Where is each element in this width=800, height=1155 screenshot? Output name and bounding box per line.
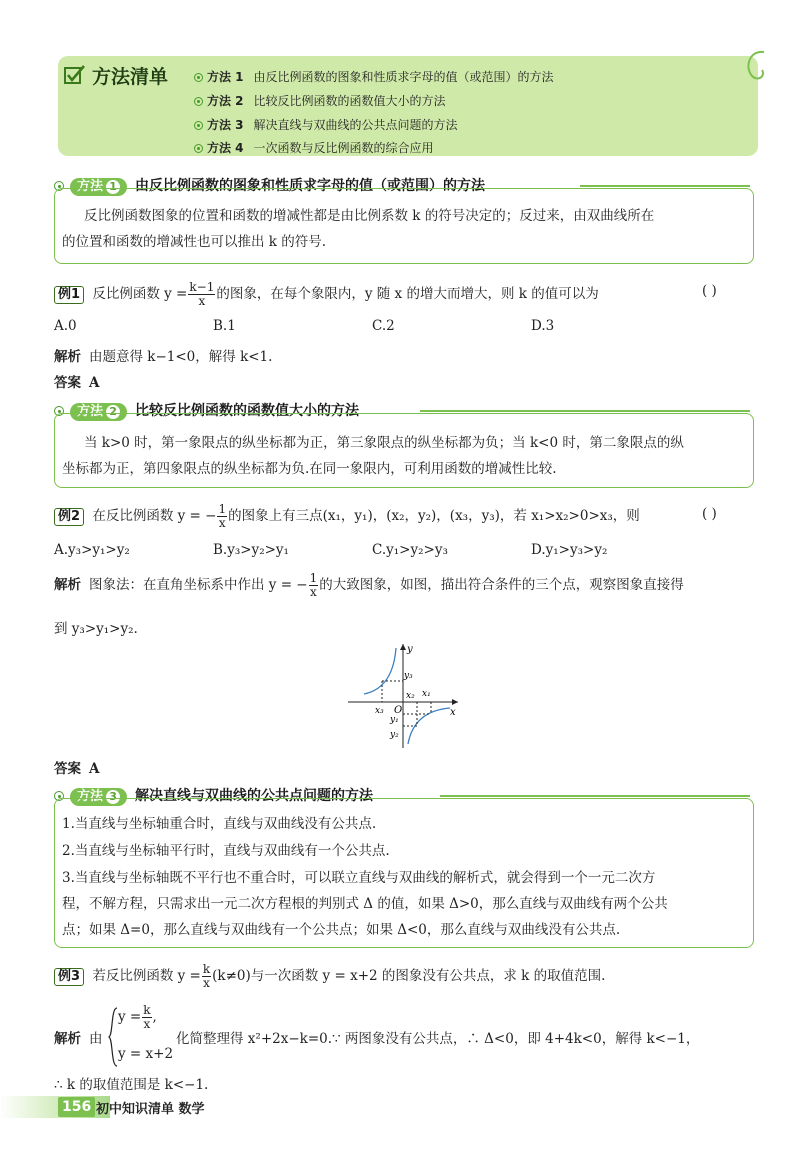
brace-icon — [108, 1007, 118, 1067]
method-3-line-3: 3.当直线与坐标轴既不平行也不重合时，可以联立直线与双曲线的解析式，就会得到一个一元二次方 — [62, 870, 656, 886]
method-2-text-line2: 坐标都为正，第四象限点的纵坐标都为负.在同一象限内，可利用函数的增减性比较. — [62, 461, 557, 477]
svg-text:O: O — [394, 705, 403, 716]
banner-method-1: 方法 1 由反比例函数的图象和性质求字母的值（或范围）的方法 — [194, 68, 554, 85]
method-3-line-5: 点；如果 Δ=0，那么直线与双曲线有一个公共点；如果 Δ<0，那么直线与双曲线没有公共点. — [62, 922, 621, 938]
method-pill: 方法 3 — [70, 788, 127, 806]
option-a: A.0 — [54, 318, 77, 334]
svg-text:x₂: x₂ — [406, 691, 415, 701]
method-pill: 方法 2 — [70, 403, 127, 421]
answer-paren: ( ) — [702, 506, 717, 522]
system-eq-1: y = $\frac{k}{x}$ , — [118, 1003, 157, 1031]
option-b: B.1 — [213, 318, 236, 334]
option-c: C.2 — [372, 318, 395, 334]
bullet-icon — [194, 73, 203, 82]
divider — [580, 185, 750, 187]
system-eq-2: y = x+2 — [118, 1046, 174, 1062]
hyperbola-graph — [340, 640, 470, 750]
svg-text:x₃: x₃ — [375, 706, 384, 716]
method-3-heading: 方法 3 解决直线与双曲线的公共点问题的方法 — [54, 785, 373, 805]
method-1-text-line1: 反比例函数图象的位置和函数的增减性都是由比例系数 k 的符号决定的；反过来，由双曲线所在 — [84, 208, 655, 224]
method-1-heading: 方法 1 由反比例函数的图象和性质求字母的值（或范围）的方法 — [54, 175, 485, 195]
svg-text:x₁: x₁ — [422, 689, 431, 699]
example-1-analysis: 解析 由题意得 k−1<0，解得 k<1. — [54, 349, 273, 365]
bullet-icon — [194, 97, 203, 106]
example-3-analysis-label: 解析 由 — [54, 1031, 103, 1047]
example-3-question: 例3 若反比例函数 y = $\frac{k}{x}$ (k≠0)与一次函数 y = x+2 的图象没有公共点，求 k 的取值范围. — [54, 963, 605, 990]
method-pill: 方法 1 — [70, 178, 127, 196]
example-1-answer: 答案 A — [54, 375, 100, 391]
divider — [440, 795, 750, 797]
example-tag: 例2 — [54, 508, 84, 526]
svg-text:y₂: y₂ — [390, 730, 399, 740]
svg-text:y: y — [407, 644, 413, 655]
answer-paren: ( ) — [702, 283, 717, 299]
banner-method-4: 方法 4 一次函数与反比例函数的综合应用 — [194, 139, 434, 156]
banner-method-2: 方法 2 比较反比例函数的函数值大小的方法 — [194, 92, 446, 109]
svg-text:y₃: y₃ — [404, 671, 413, 681]
example-2-answer: 答案 A — [54, 761, 100, 777]
divider — [420, 410, 750, 412]
bullet-icon — [194, 144, 203, 153]
example-3-analysis: 化简整理得 x²+2x−k=0.∵ 两图象没有公共点，∴ Δ<0，即 4+4k<0，解得 k<−1， — [176, 1031, 700, 1047]
method-3-line-4: 程，不解方程，只需求出一元二次方程根的判别式 Δ 的值，如果 Δ>0，那么直线与双曲线有两个公共 — [62, 896, 668, 912]
option-a: A.y₃>y₁>y₂ — [54, 542, 130, 558]
example-2-analysis: 解析 图象法：在直角坐标系中作出 y = − $\frac{1}{x}$ 的大致图象，如图，描出符合条件的三个点，观察图象直接得 — [54, 571, 684, 599]
bullet-icon — [194, 121, 203, 130]
example-2-analysis-line2: 到 y₃>y₁>y₂. — [54, 621, 138, 637]
method-3-line-2: 2.当直线与坐标轴平行时，直线与双曲线有一个公共点. — [62, 843, 390, 859]
checkbox-icon — [64, 64, 88, 86]
example-tag: 例3 — [54, 968, 84, 986]
example-tag: 例1 — [54, 286, 84, 304]
method-2-text-line1: 当 k>0 时，第一象限点的纵坐标都为正，第三象限点的纵坐标都为负；当 k<0 时，第二象限点的纵 — [84, 435, 684, 451]
page-number: 156 — [58, 1097, 95, 1117]
example-3-conclusion: ∴ k 的取值范围是 k<−1. — [54, 1077, 209, 1093]
banner-title: 方法清单 — [92, 66, 169, 88]
option-d: D.3 — [531, 318, 555, 334]
method-1-text-line2: 的位置和函数的增减性也可以推出 k 的符号. — [62, 234, 327, 250]
method-2-heading: 方法 2 比较反比例函数的函数值大小的方法 — [54, 400, 359, 420]
footer-title: 初中知识清单 数学 — [96, 1102, 205, 1117]
example-1-question: 例1 反比例函数 y = $\frac{k-1}{x}$ 的图象，在每个象限内，y 随 x 的增大而增大，则 k 的值可以为 — [54, 281, 599, 308]
option-d: D.y₁>y₃>y₂ — [531, 542, 608, 558]
svg-text:x: x — [450, 707, 456, 718]
svg-text:y₁: y₁ — [390, 715, 399, 725]
option-b: B.y₃>y₂>y₁ — [213, 542, 289, 558]
example-2-question: 例2 在反比例函数 y = − $\frac{1}{x}$ 的图象上有三点(x₁，y₁)，(x₂，y₂)，(x₃，y₃)，若 x₁>x₂>0>x₃，则 — [54, 503, 640, 530]
swirl-decoration-icon — [740, 46, 770, 86]
method-3-line-1: 1.当直线与坐标轴重合时，直线与双曲线没有公共点. — [62, 816, 377, 832]
option-c: C.y₁>y₂>y₃ — [372, 542, 448, 558]
banner-method-3: 方法 3 解决直线与双曲线的公共点问题的方法 — [194, 116, 458, 133]
